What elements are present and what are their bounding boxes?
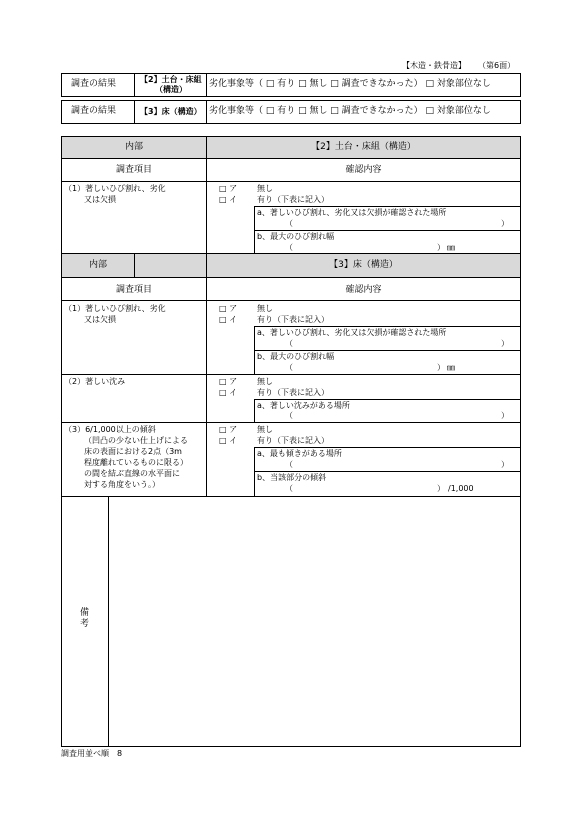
- section2-title: 【2】土台・床組（構造）: [311, 142, 416, 152]
- s3-1-opt-a[interactable]: □ ア: [219, 304, 238, 313]
- section3-title: 【3】床（構造）: [329, 260, 398, 270]
- s3-item3-line3: 床の表面における2点（3m: [84, 447, 182, 456]
- s2-item1-line2: 又は欠損: [84, 195, 116, 204]
- summary-status-2: 劣化事象等（ □ 有り □ 無し □ 調査できなかった） □ 対象部位なし: [209, 106, 491, 116]
- s3-3-sub-a: a、最も傾きがある場所: [257, 449, 342, 458]
- s2-sub-b-unit: ㎜: [447, 243, 455, 252]
- s3-item3-line2: （凹凸の少ない仕上げによる: [84, 436, 188, 445]
- remarks-field[interactable]: [109, 497, 520, 746]
- s3-2-sub-a: a、著しい沈みがある場所: [257, 401, 350, 410]
- s3-2-opt-a[interactable]: □ ア: [219, 377, 238, 386]
- section2-col-item: 調査項目: [115, 165, 152, 175]
- summary-label-1: 調査の結果: [71, 79, 117, 89]
- s2-item1-line1: （1）著しいひび割れ、劣化: [64, 184, 166, 193]
- summary-target-1b: （構造）: [155, 85, 187, 94]
- section3-left-header: 内部: [88, 260, 107, 270]
- s2-opt-i[interactable]: □ イ: [219, 195, 238, 204]
- s3-1-sub-a-field[interactable]: （ ）: [285, 339, 509, 348]
- summary-target-1: 【2】土台・床組: [140, 75, 202, 84]
- section2-col-check: 確認内容: [345, 165, 382, 175]
- s3-item3-line5: の間を結ぶ直線の水平面に: [84, 469, 180, 478]
- s2-sub-a: a、著しいひび割れ、劣化又は欠損が確認された場所: [257, 208, 447, 217]
- summary-label-2: 調査の結果: [71, 106, 117, 116]
- s3-1-opt-i[interactable]: □ イ: [219, 315, 238, 324]
- s3-1-sub-a: a、著しいひび割れ、劣化又は欠損が確認された場所: [257, 328, 447, 337]
- s3-item1-line2: 又は欠損: [84, 315, 116, 324]
- s2-opt-a[interactable]: □ ア: [219, 184, 238, 193]
- s3-3-sub-a-field[interactable]: （ ）: [285, 460, 509, 469]
- summary-status-1: 劣化事象等（ □ 有り □ 無し □ 調査できなかった） □ 対象部位なし: [209, 79, 491, 89]
- footer-order: 調査用並べ順 8: [61, 749, 123, 758]
- s3-1-sub-b-unit: ㎜: [447, 363, 455, 372]
- section2-left-header: 内部: [124, 142, 143, 152]
- section3-col-item: 調査項目: [115, 285, 152, 295]
- s3-item3-line4: 程度離れているものに限る）: [84, 458, 188, 467]
- s3-item2-line1: （2）著しい沈み: [64, 377, 126, 386]
- s2-yes: 有り（下表に記入）: [257, 195, 329, 204]
- section3-col-check: 確認内容: [345, 285, 382, 295]
- s3-1-none: 無し: [257, 304, 273, 313]
- s3-3-none: 無し: [257, 425, 273, 434]
- s3-item3-line6: 対する角度をいう。）: [84, 480, 160, 489]
- s2-sub-b-field[interactable]: （ ）: [285, 243, 445, 252]
- summary-target-2: 【3】床（構造）: [140, 107, 202, 116]
- page-number: （第6面）: [478, 61, 516, 70]
- s3-2-yes: 有り（下表に記入）: [257, 388, 329, 397]
- s3-2-sub-a-field[interactable]: （ ）: [285, 411, 509, 420]
- s3-3-sub-b-field[interactable]: （ ）: [285, 484, 445, 493]
- s3-3-sub-b-unit: /1,000: [448, 484, 474, 493]
- s3-3-opt-i[interactable]: □ イ: [219, 436, 238, 445]
- s3-3-yes: 有り（下表に記入）: [257, 436, 329, 445]
- s3-3-opt-a[interactable]: □ ア: [219, 425, 238, 434]
- s3-2-opt-i[interactable]: □ イ: [219, 388, 238, 397]
- s3-3-sub-b: b、当該部分の傾斜: [257, 473, 327, 482]
- s3-1-yes: 有り（下表に記入）: [257, 315, 329, 324]
- s3-1-sub-b: b、最大のひび割れ幅: [257, 352, 335, 361]
- structure-type: 【木造・鉄骨造】: [402, 61, 466, 70]
- s2-none: 無し: [257, 184, 273, 193]
- s3-item1-line1: （1）著しいひび割れ、劣化: [64, 304, 166, 313]
- s2-sub-b: b、最大のひび割れ幅: [257, 232, 335, 241]
- s3-2-none: 無し: [257, 377, 273, 386]
- s2-sub-a-field[interactable]: （ ）: [285, 219, 509, 228]
- s3-1-sub-b-field[interactable]: （ ）: [285, 363, 445, 372]
- remarks-label: 備考: [78, 607, 88, 629]
- s3-item3-line1: （3）6/1,000以上の傾斜: [64, 425, 156, 434]
